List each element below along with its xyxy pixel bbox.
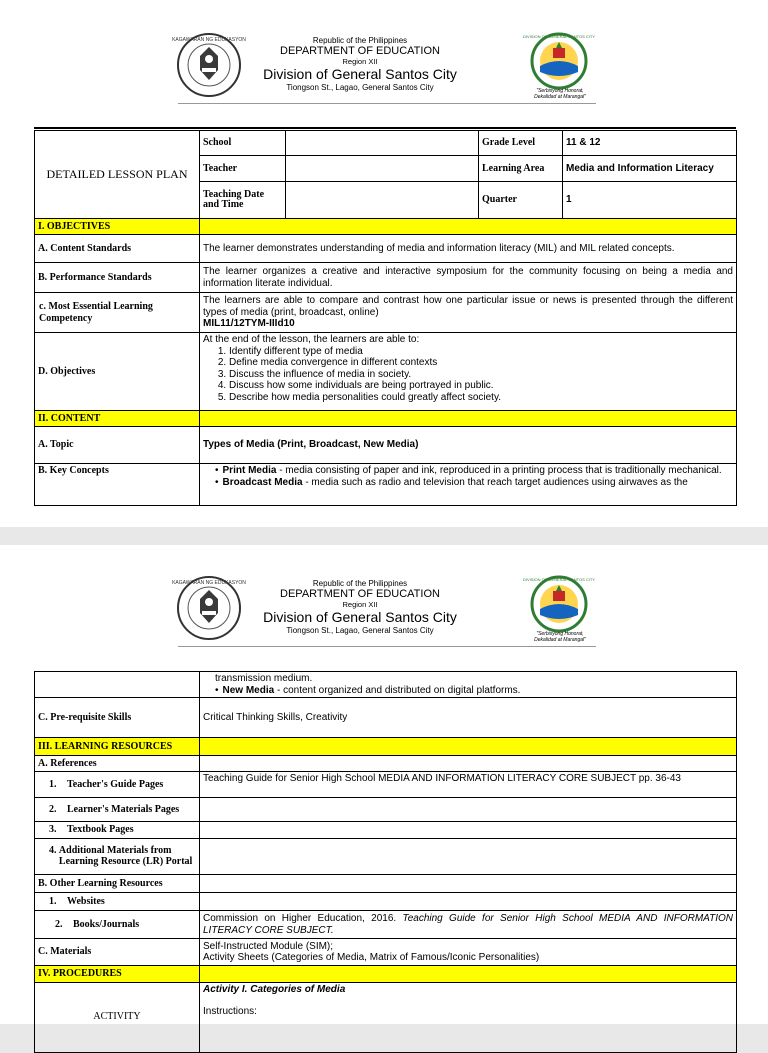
content-standards-value: The learner demonstrates understanding of media and information literacy (MIL) and MIL related concepts. xyxy=(200,235,737,263)
key-concepts-list xyxy=(203,465,733,488)
activity-label: ACTIVITY xyxy=(35,983,200,1053)
deped-line: DEPARTMENT OF EDUCATION xyxy=(280,588,440,601)
objectives-header-fill xyxy=(200,219,737,235)
key-concepts-label: B. Key Concepts xyxy=(35,464,200,506)
motto: "Serbisyong Honorat, Dekalidad at Marangal" xyxy=(534,631,586,643)
lesson-plan-table-page-2 xyxy=(34,671,737,1053)
objective-item: 3. Discuss the influence of media in society. xyxy=(229,369,733,381)
region-line: Region XII xyxy=(342,56,378,66)
letterhead xyxy=(0,28,768,112)
books-journals-label: 2. Books/Journals xyxy=(35,911,200,939)
key-concepts-list-continued xyxy=(203,685,733,697)
materials-value: Self-Instructed Module (SIM); Activity Sheets (Categories of Media, Matrix of Famous/Iconic Personalities) xyxy=(200,939,737,966)
grade-level-value: 11 & 12 xyxy=(563,131,737,156)
books-journals-value: Commission on Higher Education, 2016. Teaching Guide for Senior High School MEDIA AND INFORMATION LITERACY CORE SUBJECT. xyxy=(200,911,737,939)
address-line: Tiongson St., Lagao, General Santos City xyxy=(286,82,434,92)
concept-print-media: • Print Media - media consisting of paper and ink, reproduced in a printing process that is traditionally mechanical. xyxy=(215,465,733,477)
content-header-fill xyxy=(200,411,737,427)
letterhead-divider xyxy=(178,103,596,104)
references-value xyxy=(200,756,737,772)
prereq-skills-value: Critical Thinking Skills, Creativity xyxy=(200,698,737,738)
teaching-date-value[interactable] xyxy=(286,182,479,219)
objective-item: 4. Discuss how some individuals are being portrayed in public. xyxy=(229,380,733,392)
key-concepts-continued xyxy=(200,672,737,698)
topic-value: Types of Media (Print, Broadcast, New Media) xyxy=(200,427,737,464)
procedures-header: IV. PROCEDURES xyxy=(35,966,200,983)
table-top-rule xyxy=(34,127,736,129)
objective-item: 5. Describe how media personalities could greatly affect society. xyxy=(229,392,733,404)
dlp-title: DETAILED LESSON PLAN xyxy=(35,131,200,219)
grade-level-label: Grade Level xyxy=(479,131,563,156)
prereq-skills-label: C. Pre-requisite Skills xyxy=(35,698,200,738)
svg-text:DIVISION OF GENERAL SANTOS CIT: DIVISION OF GENERAL SANTOS CITY xyxy=(522,34,596,39)
objectives-label: D. Objectives xyxy=(35,333,200,411)
performance-standards-value: The learner organizes a creative and interactive symposium for the community focusing on being a media and information literate individual. xyxy=(200,263,737,293)
additional-materials-label: 4. Additional Materials from Learning Resource (LR) Portal xyxy=(35,839,200,875)
division-line: Division of General Santos City xyxy=(263,66,457,83)
objective-item: 1. Identify different type of media xyxy=(229,346,733,358)
objectives-cell xyxy=(200,333,737,411)
content-section-header: II. CONTENT xyxy=(35,411,200,427)
division-seal-icon xyxy=(522,575,596,633)
learning-resources-header-fill xyxy=(200,738,737,756)
activity-title: Activity I. Categories of Media xyxy=(203,984,346,995)
svg-text:KAGAWARAN NG EDUKASYON: KAGAWARAN NG EDUKASYON xyxy=(172,37,246,43)
svg-text:KAGAWARAN NG EDUKASYON: KAGAWARAN NG EDUKASYON xyxy=(172,580,246,586)
concept-new-media: • New Media - content organized and distributed on digital platforms. xyxy=(215,685,733,697)
other-resources-label: B. Other Learning Resources xyxy=(35,875,200,893)
websites-label: 1. Websites xyxy=(35,893,200,911)
topic-label: A. Topic xyxy=(35,427,200,464)
teachers-guide-label: 1. Teacher's Guide Pages xyxy=(35,772,200,798)
content-standards-label: A. Content Standards xyxy=(35,235,200,263)
objective-item: 2. Define media convergence in different contexts xyxy=(229,357,733,369)
melc-value: The learners are able to compare and contrast how one particular issue or news is presented through the different types of media (print, broadcast, online) xyxy=(203,295,733,318)
textbook-pages-label: 3. Textbook Pages xyxy=(35,822,200,839)
textbook-pages-value xyxy=(200,822,737,839)
melc-cell xyxy=(200,293,737,333)
school-label: School xyxy=(200,131,286,156)
activity-cell xyxy=(200,983,737,1053)
melc-code: MIL11/12TYM-IIId10 xyxy=(203,318,295,330)
learning-resources-header: III. LEARNING RESOURCES xyxy=(35,738,200,756)
republic-line: Republic of the Philippines xyxy=(312,579,408,588)
websites-value xyxy=(200,893,737,911)
region-line: Region XII xyxy=(342,599,378,609)
materials-label: C. Materials xyxy=(35,939,200,966)
procedures-header-fill xyxy=(200,966,737,983)
learners-materials-value xyxy=(200,798,737,822)
division-seal-icon xyxy=(522,32,596,90)
learning-area-label: Learning Area xyxy=(479,156,563,182)
learners-materials-label: 2. Learner's Materials Pages xyxy=(35,798,200,822)
address-line: Tiongson St., Lagao, General Santos City xyxy=(286,625,434,635)
objectives-section-header: I. OBJECTIVES xyxy=(35,219,200,235)
republic-line: Republic of the Philippines xyxy=(312,36,408,45)
teachers-guide-value: Teaching Guide for Senior High School MEDIA AND INFORMATION LITERACY CORE SUBJECT pp. 36-43 xyxy=(200,772,737,798)
objectives-list xyxy=(203,346,733,404)
motto: "Serbisyong Honorat, Dekalidad at Marangal" xyxy=(534,88,586,100)
additional-materials-value xyxy=(200,839,737,875)
letterhead xyxy=(0,571,768,655)
concept-broadcast-media: • Broadcast Media - media such as radio and television that reach target audiences using airwaves as the xyxy=(215,477,733,489)
deped-line: DEPARTMENT OF EDUCATION xyxy=(280,45,440,58)
svg-text:DIVISION OF GENERAL SANTOS CIT: DIVISION OF GENERAL SANTOS CITY xyxy=(522,577,596,582)
performance-standards-label: B. Performance Standards xyxy=(35,263,200,293)
other-resources-value xyxy=(200,875,737,893)
division-line: Division of General Santos City xyxy=(263,609,457,626)
broadcast-continued: transmission medium. xyxy=(215,673,313,684)
activity-instructions: Instructions: xyxy=(203,1005,257,1017)
teaching-date-label: Teaching Date and Time xyxy=(200,182,286,219)
quarter-value: 1 xyxy=(563,182,737,219)
teacher-label: Teacher xyxy=(200,156,286,182)
teacher-value[interactable] xyxy=(286,156,479,182)
lesson-plan-table-page-1 xyxy=(34,130,737,506)
school-value[interactable] xyxy=(286,131,479,156)
quarter-label: Quarter xyxy=(479,182,563,219)
melc-label: c. Most Essential Learning Competency xyxy=(35,293,200,333)
objectives-intro: At the end of the lesson, the learners are able to: xyxy=(203,334,420,345)
document-page-2 xyxy=(0,545,768,1024)
continuation-label-cell xyxy=(35,672,200,698)
letterhead-divider xyxy=(178,646,596,647)
learning-area-value: Media and Information Literacy xyxy=(563,156,737,182)
key-concepts-cell xyxy=(200,464,737,506)
references-label: A. References xyxy=(35,756,200,772)
